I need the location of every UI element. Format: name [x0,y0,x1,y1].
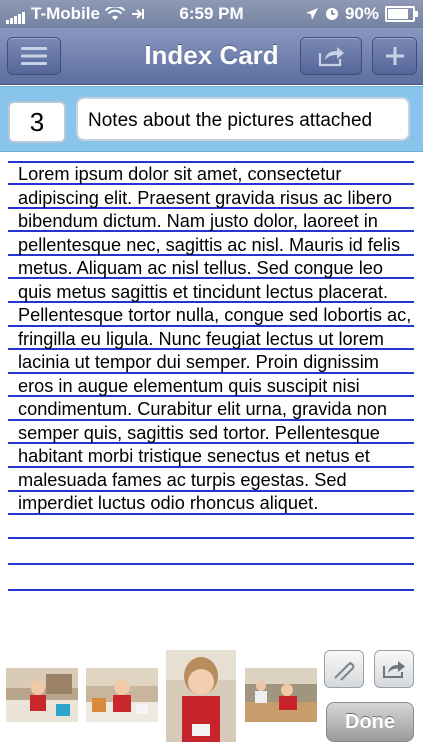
paperclip-icon [331,656,357,682]
share-icon [382,659,406,679]
attach-button[interactable] [324,650,364,688]
status-bar [0,0,423,28]
photo-thumbnail[interactable] [245,668,317,722]
note-body-text: Lorem ipsum dolor sit amet, consectetur adipiscing elit. Praesent gravida risus ac libero bibendum dictum. Nam justo dolor, laoreet in pellentesque nec, sagittis ac nisl. Mauris id felis metus. Aliquam ac nisl tellus. Sed congue leo quis metus sagittis et tincidunt lectus placerat. Pellentesque tortor nulla, congue sed lobortis ac, fringilla eu ligula. Nunc feugiat lectus ut lorem lacinia ut tempor dui semper. Proin dignissim eros in augue elementum quis suscipit nisi condimentum. Curabitur elit urna, gravida non semper quis, sagittis sed tortor. Pellentesque habitant morbi tristique senectus et netus et malesuada fames ac turpis egestas. Sed imperdiet luctus odio rhoncus aliquet. [18,164,412,513]
add-button[interactable] [372,37,417,75]
battery-percent: 90% [344,4,379,23]
share-icon [317,45,345,67]
card-number-field[interactable]: 3 [8,101,66,143]
alarm-icon [325,7,339,21]
status-time: 6:59 PM [179,4,244,23]
navigation-bar [0,28,423,85]
notes-area[interactable] [8,161,414,593]
photo-thumbnail-selected[interactable] [166,650,236,742]
photo-thumbnail[interactable] [86,668,158,722]
carrier-label: T-Mobile [31,4,100,23]
plus-icon [386,47,404,65]
card-header [0,86,423,152]
battery-icon [385,6,415,22]
done-button[interactable]: Done [326,702,414,742]
location-icon [305,7,319,21]
card-title-field[interactable]: Notes about the pictures attached [76,97,410,141]
photo-thumbnail[interactable] [6,668,78,722]
export-button[interactable] [374,650,414,688]
share-button[interactable] [300,37,362,75]
page-title: Index Card [144,40,279,70]
